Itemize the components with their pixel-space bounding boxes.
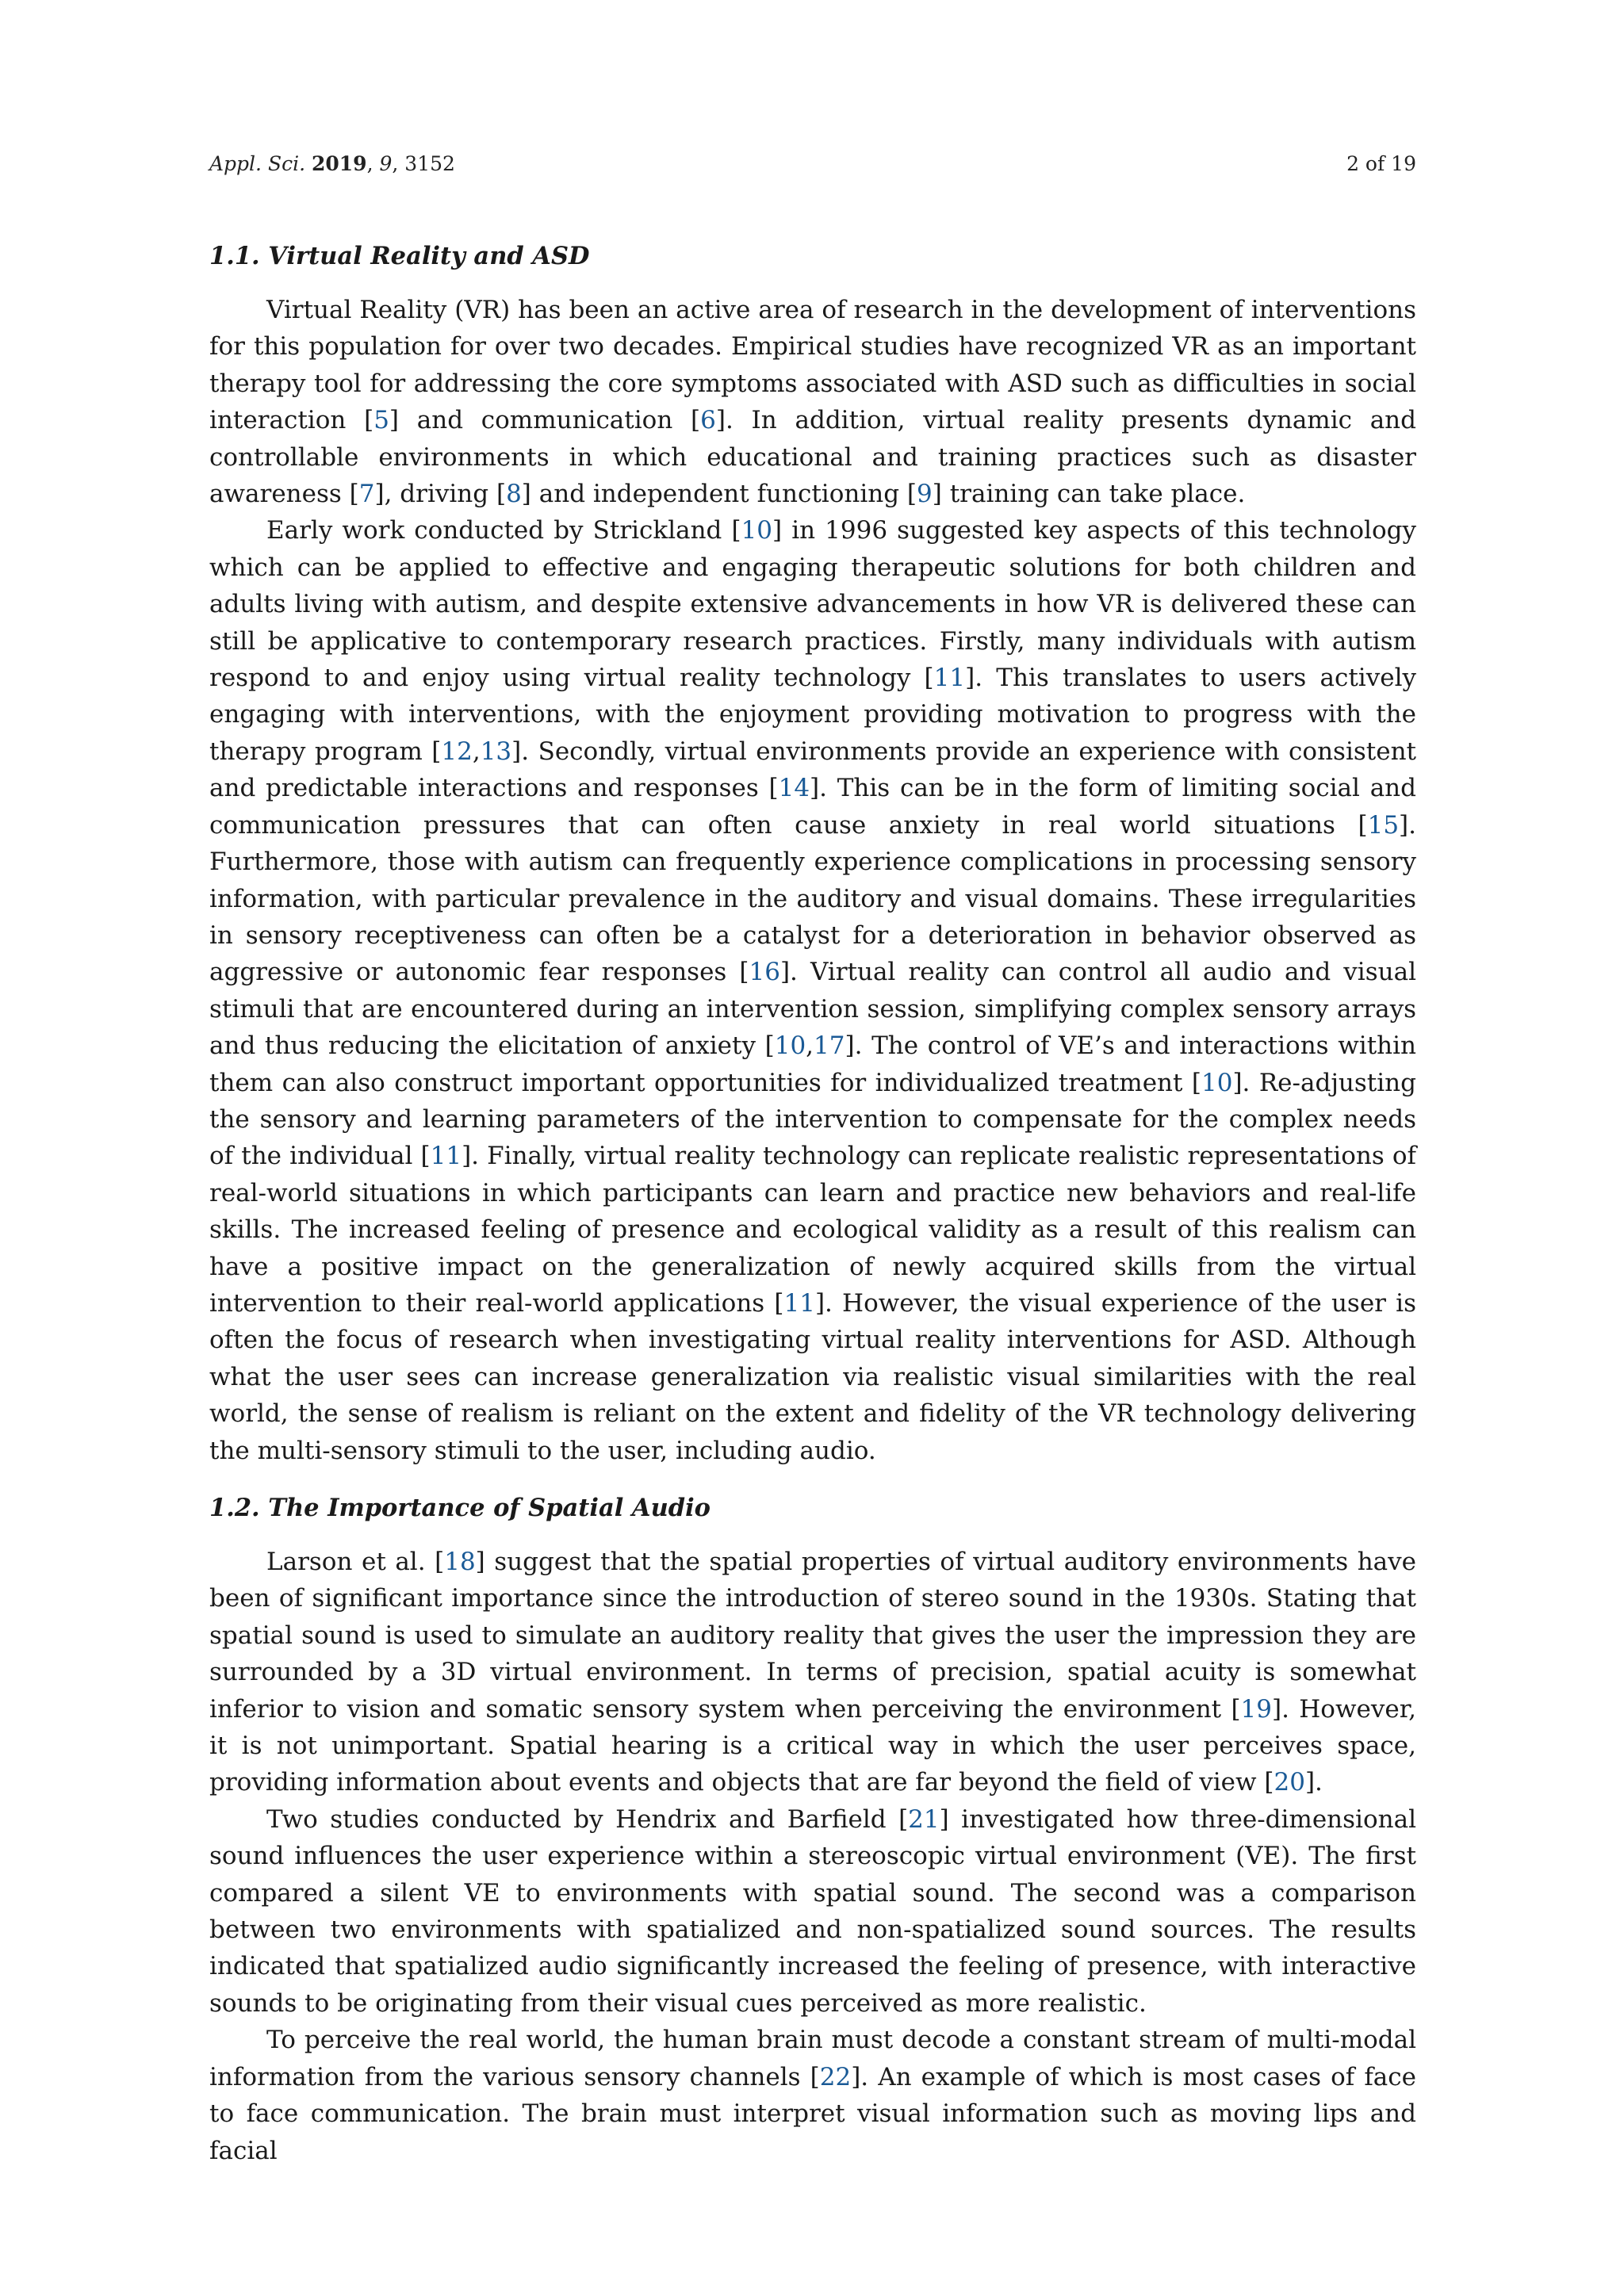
citation-link[interactable]: 11 — [933, 664, 966, 693]
journal-name: Appl. Sci. — [209, 152, 306, 175]
citation-link[interactable]: 14 — [778, 774, 810, 803]
paragraph: Two studies conducted by Hendrix and Barfield [21] investigated how three-dimensional sound influences the user experience within a stereoscopic virtual environment (VE). The first compared a silent VE to environments with spatial sound. The second was a comparison between two environments with spatialized and non-spatialized sound sources. The results indicated that spatialized audio significantly increased the feeling of presence, with interactive sounds to be originating from their visual cues perceived as more realistic. — [209, 1804, 1416, 2018]
article-body — [209, 238, 1416, 2169]
citation-link[interactable]: 15 — [1367, 810, 1400, 840]
citation-link[interactable]: 6 — [700, 406, 716, 435]
citation-link[interactable]: 20 — [1274, 1768, 1305, 1797]
citation-link[interactable]: 17 — [814, 1031, 845, 1061]
citation-link[interactable]: 5 — [373, 406, 389, 435]
citation-link[interactable]: 10 — [741, 516, 773, 545]
citation-link[interactable]: 18 — [444, 1548, 476, 1576]
journal-volume: 9 — [379, 152, 393, 175]
paragraph: To perceive the real world, the human brain must decode a constant stream of multi-modal information from the various sensory channels [22]. An example of which is most cases of face to face communication. The brain must interpret visual information such as moving lips and facial — [209, 2026, 1416, 2165]
citation-link[interactable]: 19 — [1240, 1694, 1272, 1724]
citation-link[interactable]: 16 — [749, 958, 780, 987]
citation-link[interactable]: 10 — [1201, 1068, 1233, 1097]
section-heading: 1.1. Virtual Reality and ASD — [209, 242, 590, 270]
paragraph: Larson et al. [18] suggest that the spatial properties of virtual auditory environments have been of significant importance since the introduction of stereo sound in the 1930s. Stating that spatial sound is used to simulate an auditory reality that gives the user the impression they are surrounded by a 3D virtual environment. In terms of precision, spatial acuity is somewhat inferior to vision and somatic sensory system when perceiving the environment [19]. However, it is not unimportant. Spatial hearing is a critical way in which the user perceives space, providing information about events and objects that are far beyond the field of view [20]. — [209, 1548, 1417, 1797]
citation-link[interactable]: 7 — [358, 480, 375, 509]
citation-link[interactable]: 8 — [506, 480, 522, 509]
citation-link[interactable]: 9 — [917, 480, 933, 509]
journal-year: 2019 — [311, 152, 367, 175]
citation-link[interactable]: 11 — [783, 1288, 815, 1318]
running-header — [209, 152, 1416, 175]
paragraph: Virtual Reality (VR) has been an active area of research in the development of interventions for this population for over two decades. Empirical studies have recognized VR as an important therapy tool for addressing the core symptoms associated with ASD such as difficulties in social interaction [5] and communication [6]. In addition, virtual reality presents dynamic and controllable environments in which educational and training practices such as disaster awareness [7], driving [8] and independent functioning [9] training can take place. — [209, 296, 1416, 509]
citation-link[interactable]: 10 — [774, 1031, 806, 1061]
citation-link[interactable]: 11 — [430, 1142, 462, 1171]
citation-link[interactable]: 12 — [441, 737, 473, 766]
citation-link[interactable]: 22 — [819, 2062, 852, 2091]
citation-link[interactable]: 21 — [908, 1804, 940, 1834]
citation-link[interactable]: 13 — [480, 737, 512, 766]
article-number: 3152 — [404, 152, 455, 175]
section-heading: 1.2. The Importance of Spatial Audio — [209, 1494, 711, 1522]
paragraph: Early work conducted by Strickland [10] in 1996 suggested key aspects of this technology which can be applied to effective and engaging therapeutic solutions for both children and adults living with autism, and despite extensive advancements in how VR is delivered these can still be applicative to contemporary research practices. Firstly, many individuals with autism respond to and enjoy using virtual reality technology [11]. This translates to users actively engaging with interventions, with the enjoyment providing motivation to progress with the therapy program [12,13]. Secondly, virtual environments provide an experience with consistent and predictable interactions and responses [14]. This can be in the form of limiting social and communication pressures that can often cause anxiety in real world situations [15]. Furthermore, those with autism can frequently experience complications in processing sensory information, with particular prevalence in the auditory and visual domains. These irregularities in sensory receptiveness can often be a catalyst for a deterioration in behavior observed as aggressive or autonomic fear responses [16]. Virtual reality can control all audio and visual stimuli that are encountered during an intervention session, simplifying complex sensory arrays and thus reducing the elicitation of anxiety [10,17]. The control of VE’s and interactions within them can also construct important opportunities for individualized treatment [10]. Re-adjusting the sensory and learning parameters of the intervention to compensate for the complex needs of the individual [11]. Finally, virtual reality technology can replicate realistic representations of real-world situations in which participants can learn and practice new behaviors and real-life skills. The increased feeling of presence and ecological validity as a result of this realism can have a positive impact on the generalization of newly acquired skills from the virtual intervention to their real-world applications [11]. However, the visual experience of the user is often the focus of research when investigating virtual reality interventions for ASD. Although what the user sees can increase generalization via realistic visual similarities with the real world, the sense of realism is reliant on the extent and fidelity of the VR technology delivering the multi-sensory stimuli to the user, including audio. — [209, 516, 1416, 1465]
page-number: 2 of 19 — [1346, 152, 1416, 175]
journal-citation: Appl. Sci. 2019, 9, 3152 — [209, 152, 455, 175]
